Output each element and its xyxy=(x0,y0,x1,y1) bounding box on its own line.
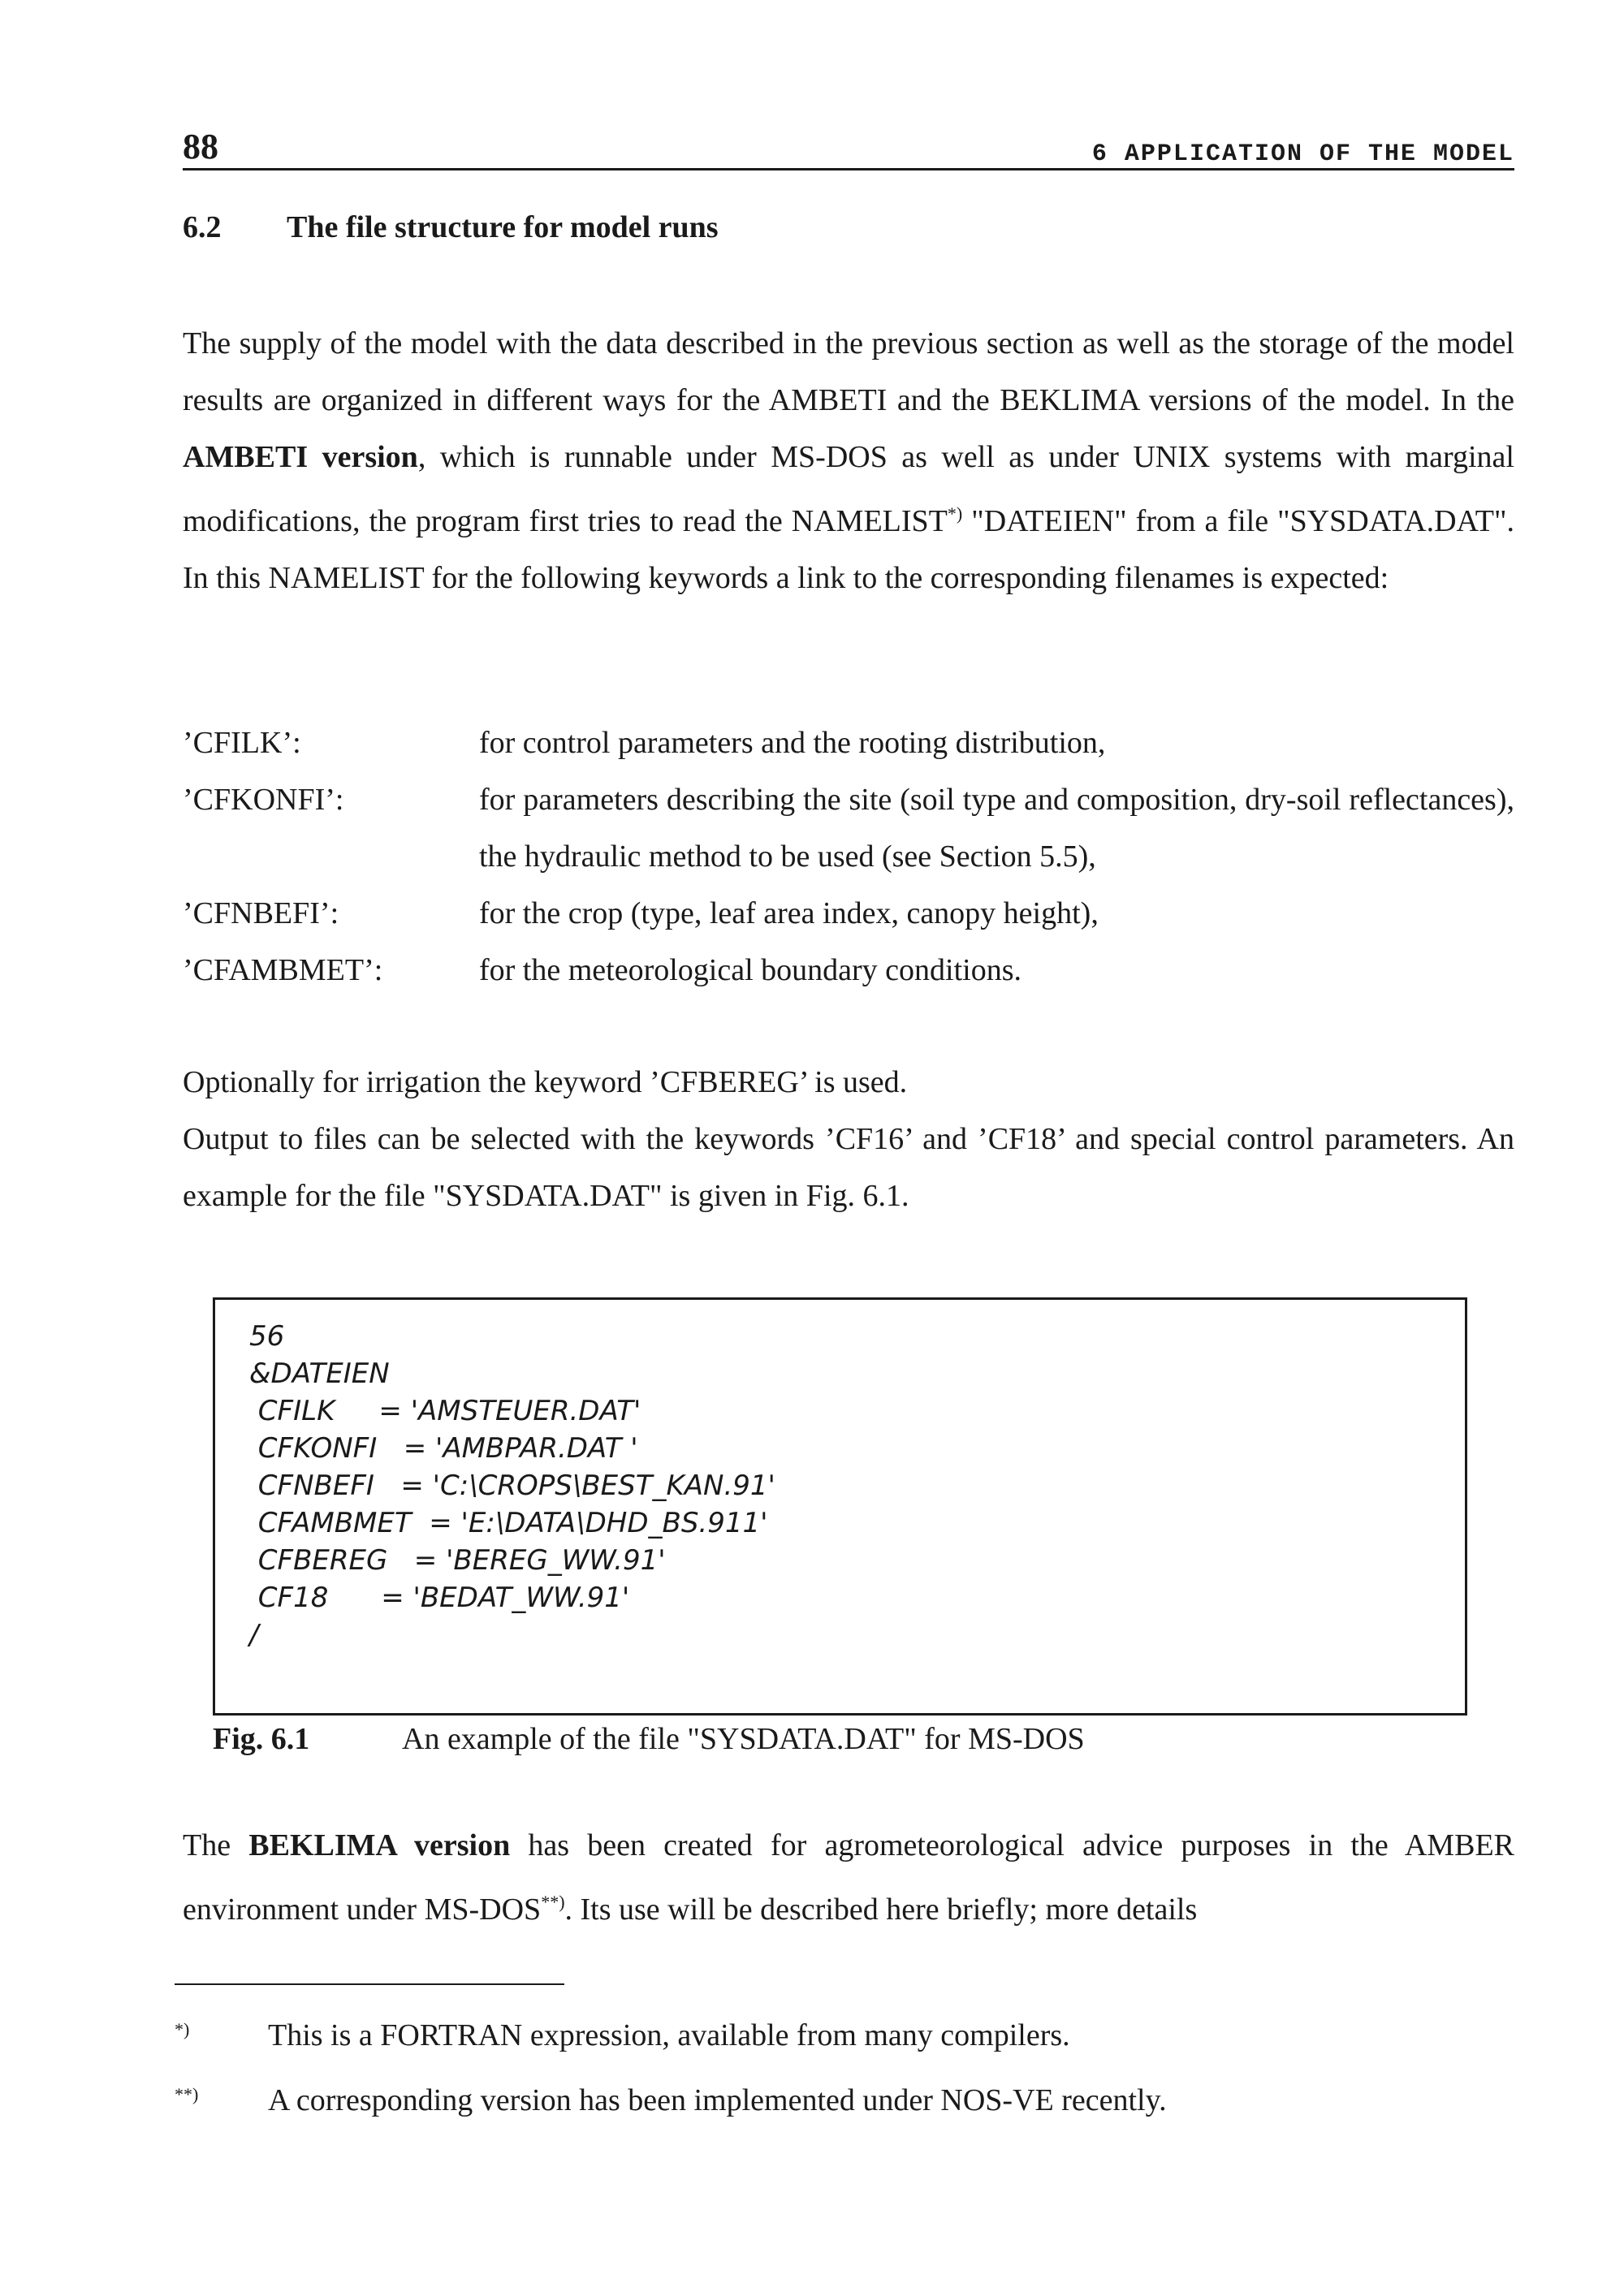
keyword-description: for the meteorological boundary conditions. xyxy=(479,953,1021,987)
keyword-item xyxy=(183,942,1514,999)
footnote xyxy=(175,2070,1506,2125)
keyword-name: ’CFILK’: xyxy=(183,726,301,760)
footnote-rule xyxy=(175,1983,564,1985)
code-line: / xyxy=(249,1619,259,1651)
section-number: 6.2 xyxy=(183,210,222,244)
code-line: CFNBEFI = 'C:\CROPS\BEST_KAN.91' xyxy=(249,1470,775,1502)
keyword-name: ’CFAMBMET’: xyxy=(183,953,383,987)
code-line: CFBEREG = 'BEREG_WW.91' xyxy=(249,1544,666,1577)
keyword-list xyxy=(183,714,1514,999)
code-line: CFILK = 'AMSTEUER.DAT' xyxy=(249,1395,641,1427)
keyword-item xyxy=(183,771,1514,885)
keyword-description: for control parameters and the rooting distribution, xyxy=(479,726,1106,760)
paragraph-text: . Its use will be described here briefly; more details xyxy=(564,1892,1198,1927)
footnote-marker: **) xyxy=(541,1892,565,1912)
footnote xyxy=(175,2005,1506,2060)
section-heading xyxy=(183,209,719,245)
keyword-name: ’CFKONFI’: xyxy=(183,783,344,817)
figure-label: Fig. 6.1 xyxy=(213,1722,310,1756)
paragraph-text: The supply of the model with the data described in the previous section as well as the storage of the model results are organized in different ways for the AMBETI and the BEKLIMA versions of the model. In the xyxy=(183,326,1514,417)
section-title: The file structure for model runs xyxy=(287,210,719,244)
code-line: CF18 = 'BEDAT_WW.91' xyxy=(249,1582,630,1614)
figure-code-box xyxy=(213,1297,1467,1716)
figure-caption-text: An example of the file "SYSDATA.DAT" for MS-DOS xyxy=(402,1722,1085,1756)
paragraph-output: Output to files can be selected with the keywords ’CF16’ and ’CF18’ and special control parameters. An example for the file "SYSDATA.DAT" is given in Fig. 6.1. xyxy=(183,1122,1514,1213)
keyword-name: ’CFNBEFI’: xyxy=(183,896,339,930)
footnote-mark: *) xyxy=(175,2019,190,2039)
paragraph-text: "DATEIEN" from a file "SYSDATA.DAT". In this NAMELIST for the following keywords a link to the corresponding filenames is expected: xyxy=(183,504,1514,595)
paragraph-intro xyxy=(183,315,1514,606)
paragraph-text: has been created for agrometeorological advice purposes in the AMBER environment under MS-DOS xyxy=(183,1828,1514,1927)
code-line: CFKONFI = 'AMBPAR.DAT ' xyxy=(249,1432,638,1465)
paragraph-beklima xyxy=(183,1817,1514,1938)
figure-caption xyxy=(213,1721,1085,1757)
header-rule xyxy=(183,168,1514,170)
paragraph-text: , which is runnable under MS-DOS as well as under UNIX systems with marginal modifications, the program first tries to read the NAMELIST xyxy=(183,440,1514,538)
bold-term-beklima: BEKLIMA version xyxy=(248,1828,511,1862)
footnote-mark: **) xyxy=(175,2084,199,2104)
footnote-text: A corresponding version has been implemented under NOS-VE recently. xyxy=(268,2083,1167,2117)
running-head: 6 APPLICATION OF THE MODEL xyxy=(1091,140,1514,168)
footnote-text: This is a FORTRAN expression, available from many compilers. xyxy=(268,2018,1070,2052)
code-line: CFAMBMET = 'E:\DATA\DHD_BS.911' xyxy=(249,1507,768,1539)
bold-term-ambeti: AMBETI version xyxy=(183,440,418,474)
page-header xyxy=(183,126,1514,175)
code-listing xyxy=(249,1318,775,1654)
footnote-marker: *) xyxy=(947,503,963,524)
code-line: &DATEIEN xyxy=(249,1357,390,1390)
keyword-description: for the crop (type, leaf area index, canopy height), xyxy=(479,896,1099,930)
page-number: 88 xyxy=(183,127,218,166)
keyword-item xyxy=(183,714,1514,771)
paragraph-text: The xyxy=(183,1828,249,1862)
paragraph-irrigation: Optionally for irrigation the keyword ’CFBEREG’ is used. xyxy=(183,1065,908,1099)
keyword-description: for parameters describing the site (soil type and composition, dry-soil reflectances), the hydraulic method to be used (see Section 5.5), xyxy=(479,783,1514,874)
keyword-item xyxy=(183,885,1514,942)
code-line: 56 xyxy=(249,1320,285,1353)
